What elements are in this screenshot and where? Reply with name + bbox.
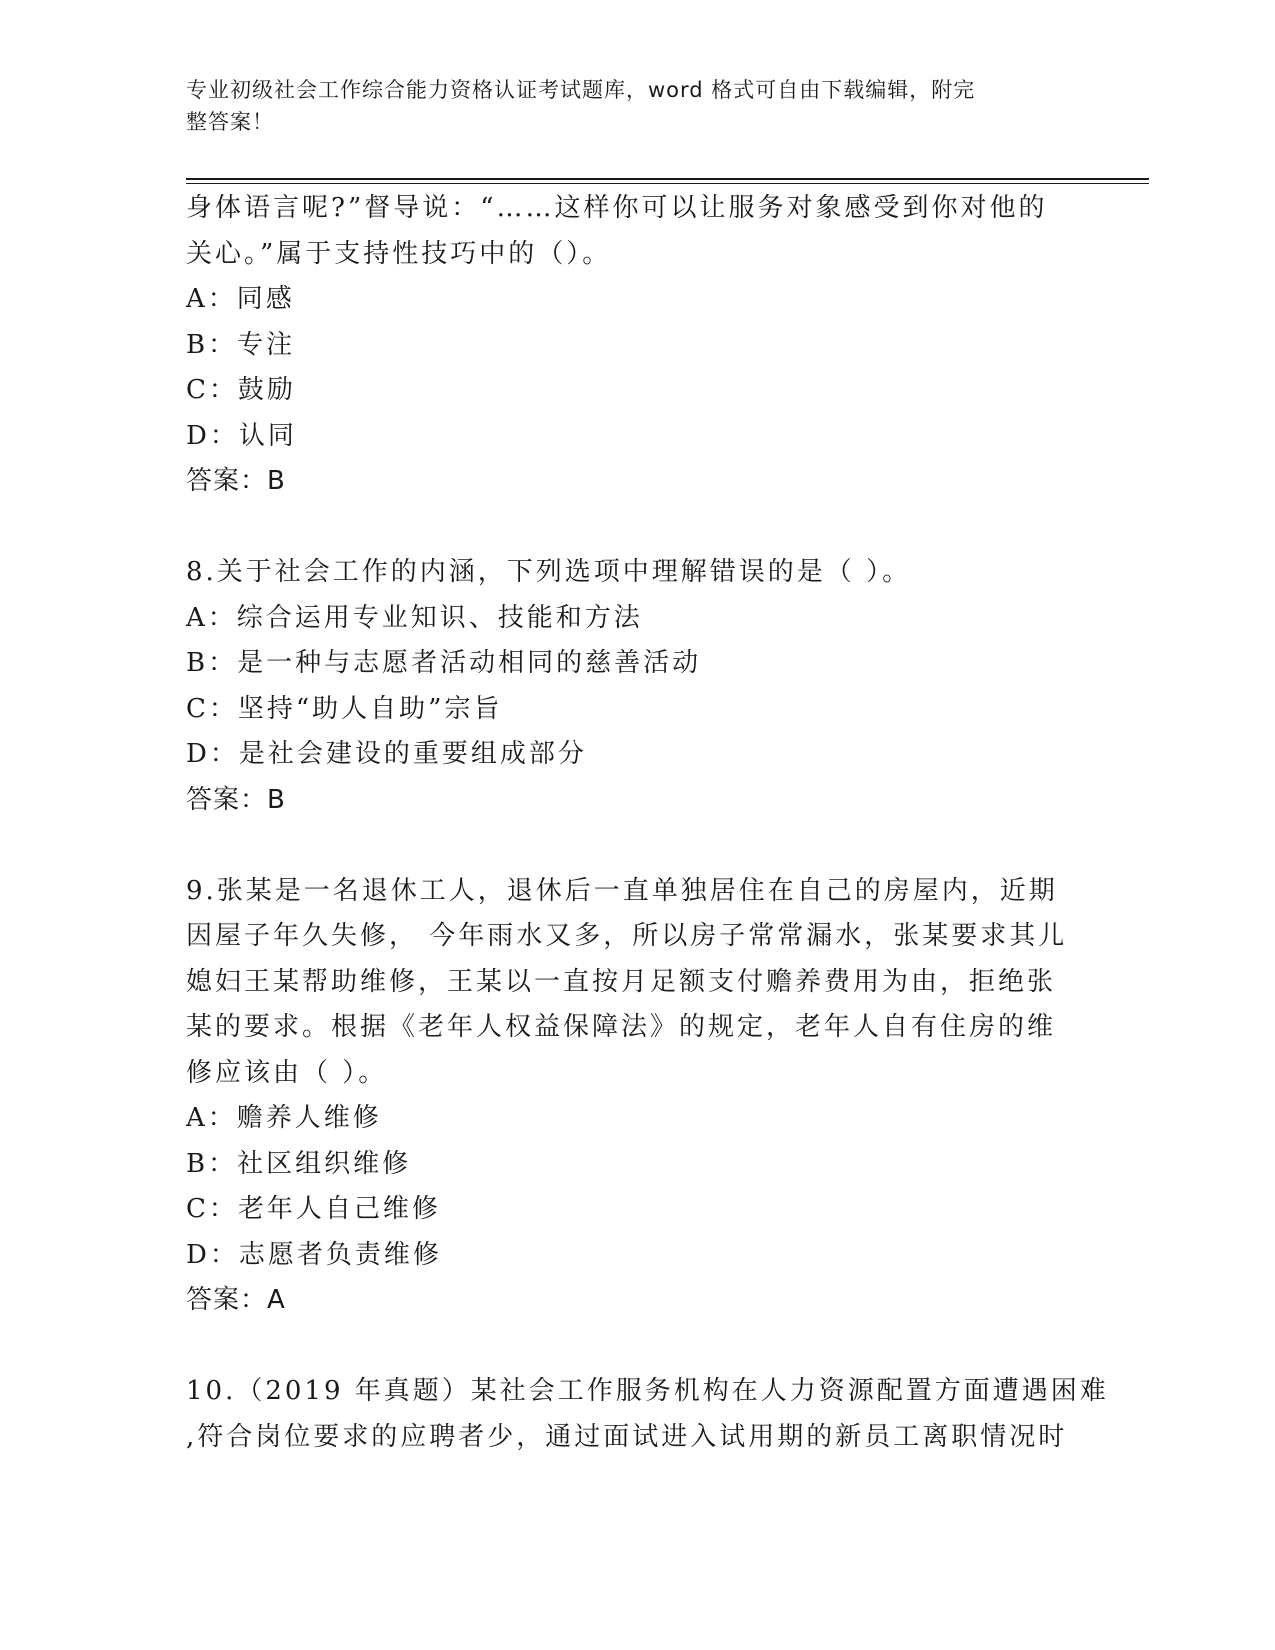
spacer [186, 505, 1086, 551]
question-10 [186, 1369, 1109, 1460]
question-stem: 某的要求。根据《老年人权益保障法》的规定，老年人自有住房的维 [186, 1012, 1057, 1042]
option-a: A：综合运用专业知识、技能和方法 [186, 602, 643, 633]
option-d: D：志愿者负责维修 [186, 1239, 442, 1270]
question-stem: 身体语言呢?”督导说：“……这样你可以让服务对象感受到你对他的 [186, 193, 1048, 223]
page-header [186, 74, 1066, 138]
option-c: C：坚持“助人自助”宗旨 [186, 693, 503, 724]
option-c: C：老年人自己维修 [186, 1194, 441, 1224]
header-line: 整答案！ [186, 110, 274, 134]
spacer [186, 823, 1086, 869]
question-8 [186, 550, 1086, 823]
answer: 答案：B [186, 466, 286, 496]
option-d: D：是社会建设的重要组成部分 [186, 739, 587, 769]
option-b: B：是一种与志愿者活动相同的慈善活动 [186, 648, 702, 678]
question-9 [186, 869, 1086, 1324]
header-divider-thin [186, 183, 1149, 184]
header-line: 专业初级社会工作综合能力资格认证考试题库，word 格式可自由下载编辑，附完 [186, 78, 976, 102]
question-stem: 10.（2019 年真题）某社会工作服务机构在人力资源配置方面遭遇困难 [186, 1376, 1109, 1406]
question-stem: 修应该由（ ）。 [186, 1057, 388, 1088]
spacer [186, 1324, 1086, 1370]
option-d: D：认同 [186, 420, 297, 451]
question-stem: 媳妇王某帮助维修，王某以一直按月足额支付赡养费用为由，拒绝张 [186, 966, 1057, 997]
header-divider [186, 178, 1149, 180]
answer: 答案：B [186, 784, 286, 815]
answer: 答案：A [186, 1285, 286, 1315]
option-a: A：赡养人维修 [186, 1103, 382, 1133]
option-b: B：社区组织维修 [186, 1148, 412, 1179]
option-a: A：同感 [186, 284, 295, 314]
question-stem: ,符合岗位要求的应聘者少，通过面试进入试用期的新员工离职情况时 [186, 1421, 1068, 1452]
question-stem: 因屋子年久失修， 今年雨水又多，所以房子常常漏水，张某要求其儿 [186, 921, 1068, 951]
question-7 [186, 186, 1086, 505]
question-stem: 9.张某是一名退休工人，退休后一直单独居住在自己的房屋内，近期 [186, 875, 1058, 906]
question-stem: 关心。”属于支持性技巧中的（）。 [186, 238, 612, 269]
question-stem: 8.关于社会工作的内涵，下列选项中理解错误的是（ ）。 [186, 557, 912, 587]
question-list [186, 186, 1109, 1460]
option-c: C：鼓励 [186, 375, 296, 405]
option-b: B：专注 [186, 329, 296, 360]
